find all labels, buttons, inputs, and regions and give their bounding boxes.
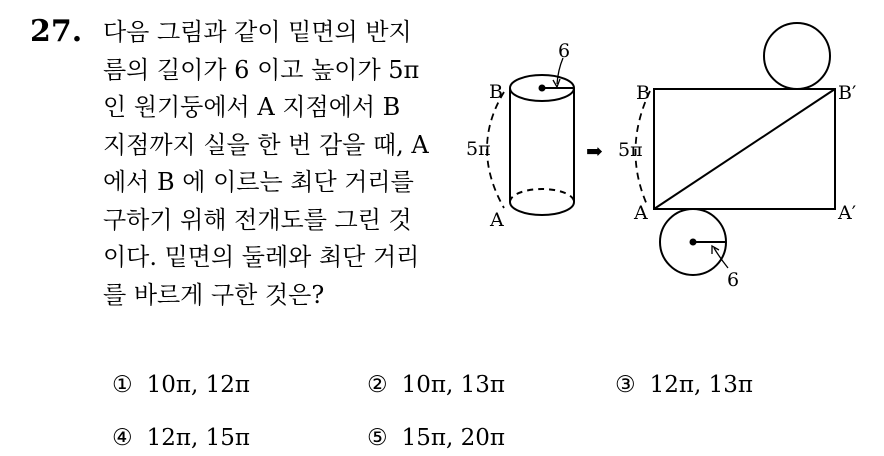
net-diagonal: [654, 89, 835, 209]
question-line-2: 름의 길이가 6 이고 높이가 5π: [103, 55, 420, 84]
choice-3-text: 12π, 13π: [649, 372, 754, 398]
choice-5[interactable]: [367, 425, 505, 451]
net-point-a-prime: A′: [838, 202, 857, 224]
choice-4-text: 12π, 15π: [146, 425, 251, 451]
cylinder-diagram: [466, 40, 574, 231]
choice-5-text: 15π, 20π: [401, 425, 506, 451]
choice-4[interactable]: [112, 425, 250, 451]
choice-5-mark: ⑤: [367, 425, 388, 451]
net-point-a: A: [634, 202, 648, 224]
question-line-6: 구하기 위해 전개도를 그린 것: [103, 205, 412, 234]
choice-4-mark: ④: [112, 425, 133, 451]
question-line-4: 지점까지 실을 한 번 감을 때, A: [103, 130, 429, 159]
net-diagram: [618, 23, 856, 291]
question-line-7: 이다. 밑면의 둘레와 최단 거리: [103, 243, 420, 271]
net-point-b-prime: B′: [838, 82, 857, 104]
net-top-circle: [764, 23, 830, 89]
choice-2[interactable]: [367, 372, 505, 398]
cylinder-height-label: 5π: [466, 138, 491, 160]
question-line-3: 인 원기둥에서 A 지점에서 B: [103, 93, 401, 121]
choice-3-mark: ③: [615, 372, 636, 398]
choice-2-text: 10π, 13π: [401, 372, 506, 398]
cylinder-point-b: B: [489, 81, 503, 103]
cylinder-point-a: A: [490, 209, 504, 231]
net-height-label: 5π: [618, 139, 643, 161]
net-point-b: B: [636, 82, 650, 104]
question-line-1: 다음 그림과 같이 밑면의 반지: [103, 18, 412, 46]
cylinder-radius-label: 6: [558, 40, 571, 62]
choice-2-mark: ②: [367, 372, 388, 398]
choice-1[interactable]: [112, 372, 250, 398]
question-line-5: 에서 B 에 이르는 최단 거리를: [103, 168, 414, 196]
cylinder-bottom-back: [510, 189, 574, 202]
choice-1-mark: ①: [112, 372, 133, 398]
transform-arrow: ➡: [586, 139, 603, 163]
choice-3[interactable]: [615, 372, 753, 398]
question-number: 27.: [30, 14, 83, 49]
question-line-8: 를 바르게 구한 것은?: [103, 280, 325, 309]
choice-1-text: 10π, 12π: [146, 372, 251, 398]
net-radius-label: 6: [727, 269, 740, 291]
cylinder-bottom-front: [510, 202, 574, 215]
